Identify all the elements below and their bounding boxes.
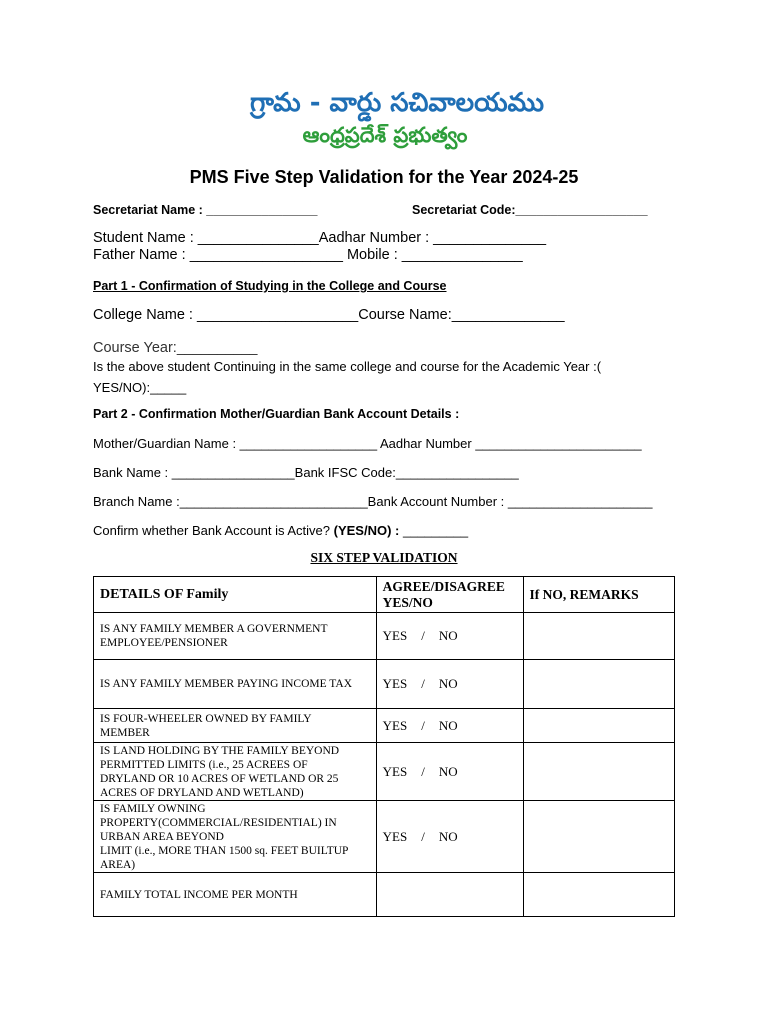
yes-option[interactable]: YES xyxy=(382,828,408,844)
question-total-income xyxy=(94,873,377,917)
yes-no-choice[interactable] xyxy=(376,709,523,743)
yes-option[interactable]: YES xyxy=(382,628,408,643)
continuing-question-line2[interactable]: YES/NO):_____ xyxy=(93,380,187,395)
father-mobile-line[interactable]: Father Name : ___________________ Mobile : _______________ xyxy=(93,247,523,263)
question-line: ACRES OF DRYLAND AND WETLAND) xyxy=(100,786,304,799)
question-income-tax xyxy=(94,660,377,709)
yes-no-choice[interactable] xyxy=(376,660,523,709)
header-agree-disagree xyxy=(376,577,523,613)
secretariat-name-field[interactable]: Secretariat Name : ________________ xyxy=(93,203,318,217)
part2-heading: Part 2 - Confirmation Mother/Guardian Bank Account Details : xyxy=(93,407,460,421)
question-line: IS ANY FAMILY MEMBER PAYING INCOME TAX xyxy=(100,678,353,690)
income-answer-cell[interactable] xyxy=(376,873,523,917)
remarks-cell[interactable] xyxy=(523,709,674,743)
six-step-validation-heading: SIX STEP VALIDATION xyxy=(310,550,458,565)
branch-account-line[interactable]: Branch Name :__________________________Bank Account Number : ____________________ xyxy=(93,494,653,509)
header-details-of-family: DETAILS OF Family xyxy=(94,577,377,613)
question-line: URBAN AREA BEYOND xyxy=(100,830,224,843)
no-option[interactable]: NO xyxy=(438,628,458,643)
header-agree-line1: AGREE/DISAGREE xyxy=(382,578,505,594)
table-row xyxy=(94,613,675,660)
no-option[interactable]: NO xyxy=(438,717,458,733)
question-line: LIMIT (i.e., MORE THAN 1500 sq. FEET BUILTUP xyxy=(100,844,349,857)
yes-no-choice[interactable] xyxy=(376,801,523,873)
no-option[interactable]: NO xyxy=(438,676,458,691)
table-row xyxy=(94,743,675,801)
table-row xyxy=(94,873,675,917)
question-line: IS ANY FAMILY MEMBER A GOVERNMENT xyxy=(100,623,328,635)
student-aadhar-line[interactable]: Student Name : _______________Aadhar Number : ______________ xyxy=(93,230,547,246)
question-line: IS FAMILY OWNING xyxy=(100,802,206,815)
question-line: PERMITTED LIMITS (i.e., 25 ACREES OF xyxy=(100,758,308,771)
slash-separator: / xyxy=(421,828,425,844)
remarks-cell[interactable] xyxy=(523,613,674,660)
bank-active-confirm-line[interactable] xyxy=(93,523,468,538)
slash-separator: / xyxy=(421,717,425,733)
question-line: FAMILY TOTAL INCOME PER MONTH xyxy=(100,888,298,901)
bank-active-answer-blank[interactable]: _________ xyxy=(399,523,469,538)
no-option[interactable]: NO xyxy=(438,763,458,779)
slash-separator: / xyxy=(421,628,425,643)
course-year-field[interactable]: Course Year:__________ xyxy=(93,340,258,356)
question-line: EMPLOYEE/PENSIONER xyxy=(100,637,228,649)
header-remarks: If NO, REMARKS xyxy=(523,577,674,613)
table-header-row xyxy=(94,577,675,613)
yes-no-choice[interactable] xyxy=(376,613,523,660)
question-line: DRYLAND OR 10 ACRES OF WETLAND OR 25 xyxy=(100,772,339,785)
secretariat-code-field[interactable]: Secretariat Code:___________________ xyxy=(412,203,648,217)
slash-separator: / xyxy=(421,676,425,691)
table-row xyxy=(94,801,675,873)
form-title: PMS Five Step Validation for the Year 2024-25 xyxy=(189,167,579,187)
question-line: IS LAND HOLDING BY THE FAMILY BEYOND xyxy=(100,744,340,757)
table-row xyxy=(94,660,675,709)
question-four-wheeler xyxy=(94,709,377,743)
remarks-cell[interactable] xyxy=(523,660,674,709)
yes-option[interactable]: YES xyxy=(382,763,408,779)
secretariat-logo xyxy=(250,86,545,150)
question-line: IS FOUR-WHEELER OWNED BY FAMILY xyxy=(100,712,312,725)
question-line: PROPERTY(COMMERCIAL/RESIDENTIAL) IN xyxy=(100,816,337,829)
bank-active-yesno-label: (YES/NO) : xyxy=(333,523,400,538)
question-line: MEMBER xyxy=(100,726,150,739)
yes-no-choice[interactable] xyxy=(376,743,523,801)
bank-active-question: Confirm whether Bank Account is Active? xyxy=(93,523,331,538)
question-government-employee xyxy=(94,613,377,660)
continuing-question-line1: Is the above student Continuing in the same college and course for the Academic Year :( xyxy=(93,359,602,374)
logo-telugu-line1: గ్రామ - వార్డు సచివాలయము xyxy=(250,88,545,118)
bank-name-ifsc-line[interactable]: Bank Name : _________________Bank IFSC Code:_________________ xyxy=(93,465,519,480)
logo-telugu-line2: ఆంధ్రప్రదేశ్ ప్రభుత్వం xyxy=(302,123,468,147)
header-agree-line2: YES/NO xyxy=(382,594,433,610)
question-urban-property xyxy=(94,801,377,873)
remarks-cell[interactable] xyxy=(523,873,674,917)
question-line: AREA) xyxy=(100,858,136,871)
remarks-cell[interactable] xyxy=(523,743,674,801)
yes-option[interactable]: YES xyxy=(382,676,408,691)
guardian-name-aadhar-line[interactable]: Mother/Guardian Name : ___________________ Aadhar Number _______________________ xyxy=(93,436,642,451)
remarks-cell[interactable] xyxy=(523,801,674,873)
question-land-holding xyxy=(94,743,377,801)
slash-separator: / xyxy=(421,763,425,779)
college-course-line[interactable]: College Name : ____________________Course Name:______________ xyxy=(93,307,565,323)
no-option[interactable]: NO xyxy=(438,828,458,844)
validation-table xyxy=(93,576,675,917)
part1-heading: Part 1 - Confirmation of Studying in the College and Course xyxy=(93,279,447,293)
table-row xyxy=(94,709,675,743)
yes-option[interactable]: YES xyxy=(382,717,408,733)
